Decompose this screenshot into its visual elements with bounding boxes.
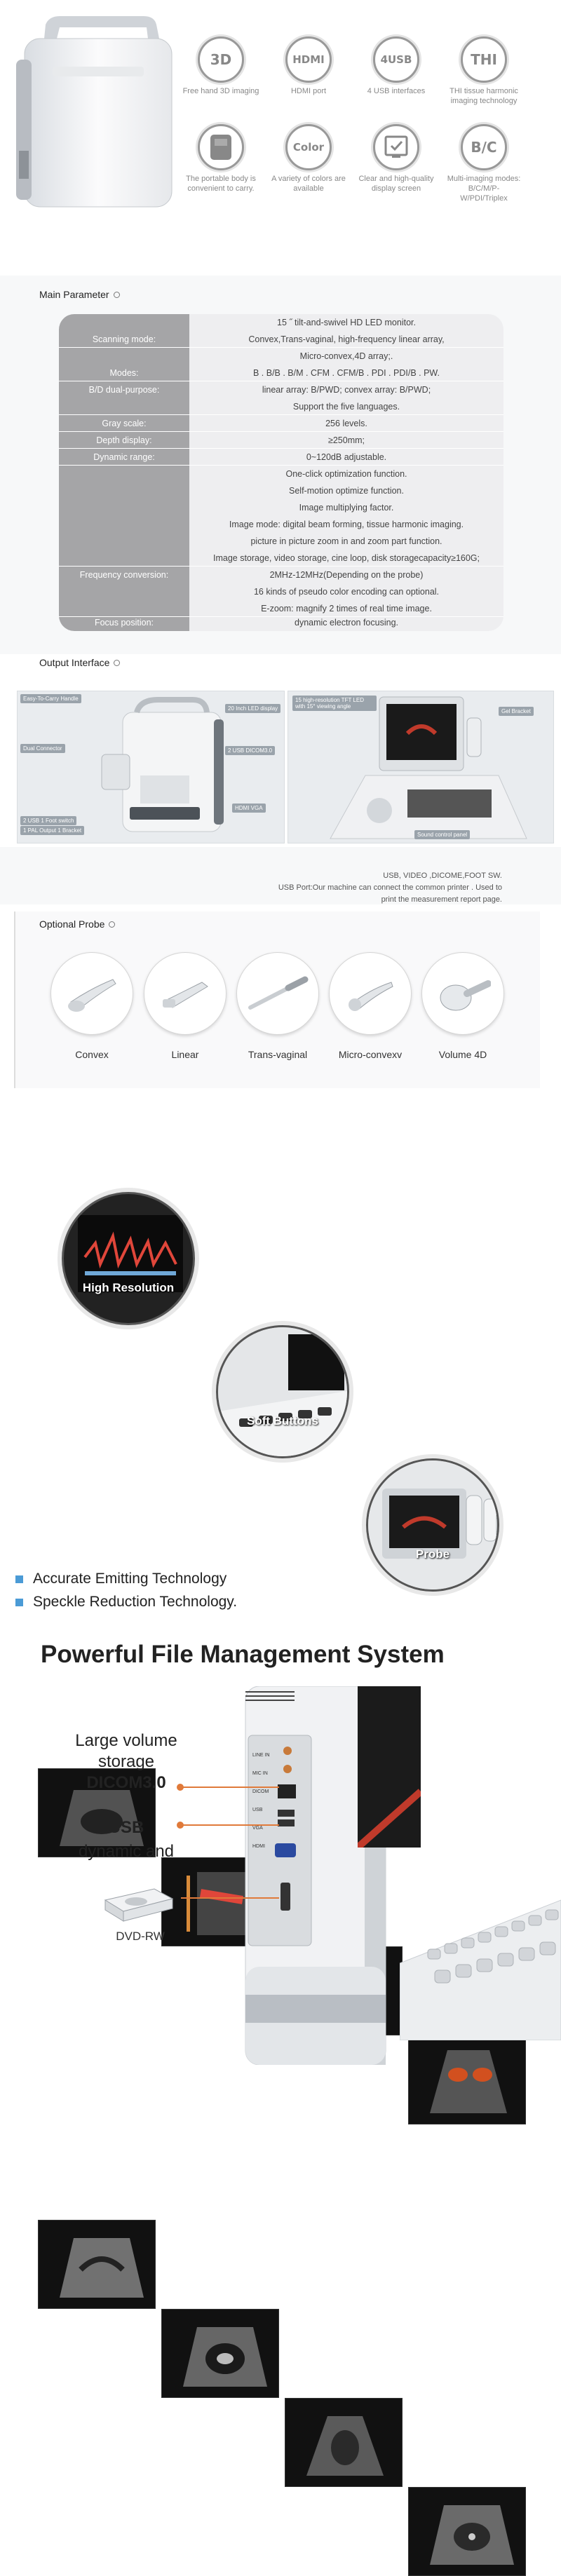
ring-icon bbox=[114, 660, 120, 666]
table-row: picture in picture zoom in and zoom part function. bbox=[250, 536, 442, 546]
keyboard-image bbox=[400, 1879, 561, 2040]
feature-label: THI tissue harmonic imaging technology bbox=[450, 87, 518, 105]
ring-icon bbox=[109, 921, 115, 928]
callout-label: 1 PAL Output 1 Bracket bbox=[20, 826, 84, 835]
table-row: One-click optimization function. bbox=[285, 469, 407, 479]
feature-label: Clear and high-quality display screen bbox=[358, 175, 434, 193]
linear-probe-image bbox=[144, 952, 227, 1035]
feature-color bbox=[270, 124, 347, 194]
table-row: Dynamic range: 0~120dB adjustable. bbox=[59, 449, 503, 466]
probe-label: Trans-vaginal bbox=[248, 1049, 308, 1060]
probe-label: Volume 4D bbox=[438, 1049, 487, 1060]
probe-image bbox=[366, 1458, 499, 1592]
bc-mode-icon: B/C bbox=[461, 124, 507, 170]
note-line: USB, VIDEO ,DICOME,FOOT SW. bbox=[383, 872, 502, 880]
bullet-icon bbox=[15, 1599, 23, 1606]
table-row: 16 kinds of pseudo color encoding can optional. bbox=[253, 587, 440, 597]
table-row: Image storage, video storage, cine loop, disk storagecapacity≥160G; bbox=[59, 550, 503, 567]
port-label: DICOM bbox=[252, 1789, 269, 1794]
3d-icon: 3D bbox=[198, 36, 244, 83]
port-labels bbox=[252, 1747, 270, 1856]
callout-label: Sound control panel bbox=[414, 830, 470, 839]
callout-label: 2 USB 1 Foot switch bbox=[20, 816, 76, 825]
port-label: VGA bbox=[252, 1826, 263, 1831]
display-screen-icon bbox=[373, 124, 419, 170]
connector-dot-icon bbox=[177, 1822, 184, 1829]
port-label: MIC IN bbox=[252, 1771, 268, 1776]
interface-photo-right bbox=[288, 691, 554, 843]
feature-label: HDMI port bbox=[290, 87, 327, 95]
feature-3d bbox=[182, 36, 259, 97]
usb-text: USB dynamic and bbox=[78, 1818, 175, 1861]
divider bbox=[14, 911, 15, 1088]
connector-dot-icon bbox=[177, 1784, 184, 1791]
color-icon: Color bbox=[285, 124, 332, 170]
callout-label: Easy-To-Carry Handle bbox=[20, 694, 81, 703]
connector-line bbox=[181, 1787, 279, 1788]
hdmi-icon: HDMI bbox=[285, 36, 332, 83]
trans-vaginal-probe-image bbox=[236, 952, 319, 1035]
port-label: LINE IN bbox=[252, 1753, 270, 1758]
feature-display bbox=[358, 124, 435, 194]
note-line: print the measurement report page. bbox=[381, 895, 502, 904]
callout-label: Dual Connector bbox=[20, 744, 65, 753]
volume-4d-probe-image bbox=[421, 952, 504, 1035]
connector-line bbox=[181, 1824, 279, 1826]
probe-label: Micro-convexv bbox=[338, 1049, 403, 1060]
highlight-label: Probe bbox=[415, 1547, 450, 1561]
interface-photo-left bbox=[17, 691, 285, 843]
feature-label: The portable body is convenient to carry. bbox=[186, 175, 256, 193]
highlight-label: High Resolution bbox=[82, 1281, 175, 1294]
micro-convex-probe-image bbox=[329, 952, 412, 1035]
convex-probe-image bbox=[50, 952, 133, 1035]
connector-line bbox=[181, 1897, 279, 1899]
callout-label: Gel Bracket bbox=[499, 707, 534, 716]
technology-item: Accurate Emitting Technology bbox=[15, 1571, 227, 1587]
monitor-screen-image bbox=[358, 1686, 421, 1848]
output-interface-heading: Output Interface bbox=[39, 657, 120, 668]
storage-text: Large volume storage DICOM3.0 bbox=[75, 1731, 177, 1792]
dvd-label: DVD-RW bbox=[116, 1930, 165, 1943]
ultrasound-image bbox=[285, 2398, 403, 2487]
feature-label: Free hand 3D imaging bbox=[182, 87, 259, 95]
table-row: Frequency conversion: 2MHz-12MHz(Depending on the probe) bbox=[79, 570, 424, 580]
probe-label: Linear bbox=[171, 1049, 199, 1060]
feature-label: A variety of colors are available bbox=[271, 175, 346, 193]
table-row: Depth display: ≥250mm; bbox=[59, 432, 503, 449]
table-row: Gray scale: 256 levels. bbox=[59, 415, 503, 432]
portable-device-icon bbox=[198, 124, 244, 170]
probe-label: Convex bbox=[75, 1049, 109, 1060]
table-row: Image multiplying factor. bbox=[299, 503, 394, 513]
ring-icon bbox=[114, 292, 120, 298]
interface-notes bbox=[278, 870, 502, 906]
table-row: Self-motion optimize function. bbox=[289, 486, 404, 496]
callout-label: 20 Inch LED display bbox=[225, 704, 280, 713]
high-resolution-image bbox=[62, 1192, 195, 1325]
ultrasound-image bbox=[408, 2035, 526, 2124]
feature-usb bbox=[358, 36, 435, 97]
callout-label: 15 high-resolution TFT LED with 15° viewing angle bbox=[292, 696, 377, 711]
table-row: Scanning mode: Convex,Trans-vaginal, high-frequency linear array, bbox=[59, 331, 503, 348]
table-row: Support the five languages. bbox=[59, 398, 503, 415]
feature-label: 4 USB interfaces bbox=[367, 87, 426, 95]
dvd-drive-icon bbox=[98, 1886, 175, 1924]
ultrasound-image bbox=[161, 2309, 279, 2398]
usb-icon: 4USB bbox=[373, 36, 419, 83]
callout-label: 2 USB DICOM3.0 bbox=[225, 746, 275, 755]
feature-label: Multi-imaging modes: B/C/M/P-W/PDI/Triplex bbox=[447, 175, 521, 203]
main-parameter-heading: Main Parameter bbox=[39, 289, 120, 300]
technology-item: Speckle Reduction Technology. bbox=[15, 1594, 237, 1611]
soft-buttons-image bbox=[216, 1325, 349, 1458]
ultrasound-image bbox=[408, 2487, 526, 2576]
table-row: Micro-convex,4D array;. bbox=[299, 351, 393, 361]
parameter-table bbox=[59, 314, 503, 631]
table-row: 15 ˝ tilt-and-swivel HD LED monitor. bbox=[277, 318, 416, 327]
portable-ultrasound-device-image bbox=[11, 11, 175, 214]
table-row: Focus position: dynamic electron focusing. bbox=[94, 618, 398, 628]
feature-multi-mode bbox=[445, 124, 522, 203]
optional-probe-heading: Optional Probe bbox=[39, 918, 115, 930]
file-management-title: Powerful File Management System bbox=[41, 1641, 445, 1668]
bullet-icon bbox=[15, 1575, 23, 1583]
feature-hdmi bbox=[270, 36, 347, 97]
note-line: USB Port:Our machine can connect the common printer . Used to bbox=[278, 883, 502, 892]
table-row: Modes: B . B/B . B/M . CFM . CFM/B . PDI . PDI/B . PW. bbox=[59, 365, 503, 381]
port-label: USB bbox=[252, 1808, 263, 1812]
highlight-label: Soft Buttons bbox=[247, 1414, 318, 1428]
feature-portable bbox=[182, 124, 259, 194]
callout-label: HDMI VGA bbox=[232, 804, 266, 813]
port-label: HDMI bbox=[252, 1844, 265, 1849]
ultrasound-image bbox=[38, 2220, 156, 2309]
table-row: Image mode: digital beam forming, tissue harmonic imaging. bbox=[229, 520, 464, 529]
thi-icon: THI bbox=[461, 36, 507, 83]
table-row: E-zoom: magnify 2 times of real time image. bbox=[59, 600, 503, 617]
feature-thi bbox=[445, 36, 522, 107]
table-row: B/D dual-purpose: linear array: B/PWD; convex array: B/PWD; bbox=[88, 385, 431, 395]
